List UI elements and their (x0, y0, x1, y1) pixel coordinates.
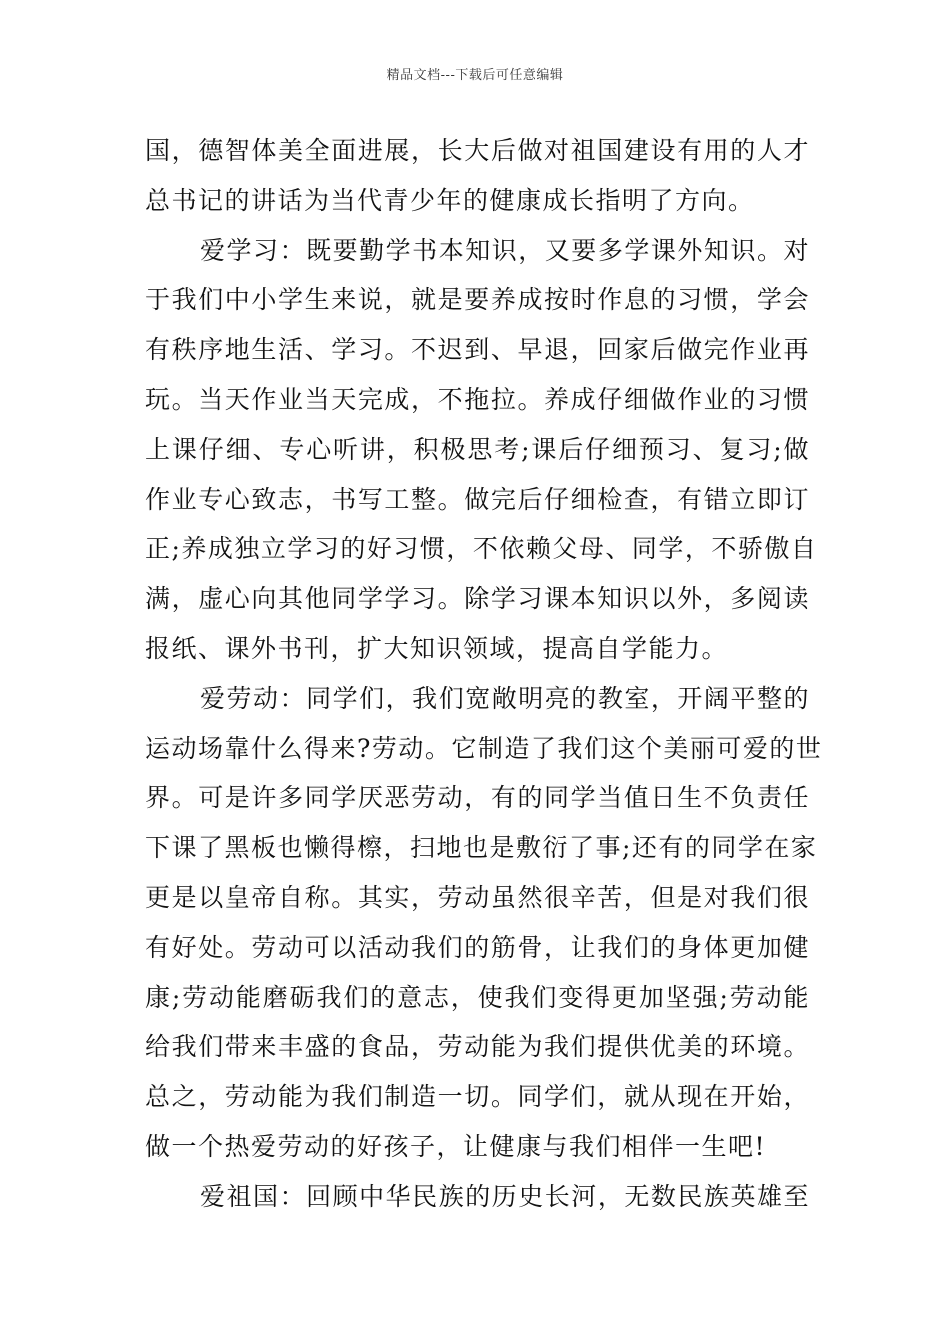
text-line: 界。可是许多同学厌恶劳动，有的同学当值日生不负责任 (145, 783, 810, 813)
text-line: 国，德智体美全面进展，长大后做对祖国建设有用的人才 (145, 136, 810, 165)
paragraph-labor-start: 爱劳动：同学们，我们宽敞明亮的教室，开阔平整的 (200, 683, 810, 713)
text-line: 总之，劳动能为我们制造一切。同学们，就从现在开始， (145, 1082, 810, 1112)
page-header-watermark: 精品文档---下载后可任意编辑 (386, 68, 564, 83)
text-line: 作业专心致志，书写工整。做完后仔细检查，有错立即订 (145, 484, 810, 514)
text-line: 运动场靠什么得来?劳动。它制造了我们这个美丽可爱的世 (145, 733, 823, 763)
text-line: 报纸、课外书刊，扩大知识领域，提高自学能力。 (145, 633, 729, 663)
text-line: 下课了黑板也懒得檫，扫地也是敷衍了事;还有的同学在家 (145, 833, 818, 863)
text-line: 总书记的讲话为当代青少年的健康成长指明了方向。 (145, 185, 755, 215)
paragraph-study-start: 爱学习：既要勤学书本知识，又要多学课外知识。对 (200, 235, 810, 265)
text-line: 上课仔细、专心听讲，积极思考;课后仔细预习、复习;做 (145, 434, 810, 464)
text-line: 有秩序地生活、学习。不迟到、早退，回家后做完作业再 (145, 335, 810, 365)
text-line: 做一个热爱劳动的好孩子，让健康与我们相伴一生吧! (145, 1131, 767, 1161)
text-line: 于我们中小学生来说，就是要养成按时作息的习惯，学会 (145, 285, 810, 315)
document-body (145, 126, 823, 1222)
text-line: 正;养成独立学习的好习惯，不依赖父母、同学，不骄傲自 (145, 534, 818, 564)
text-line: 给我们带来丰盛的食品，劳动能为我们提供优美的环境。 (145, 1032, 810, 1062)
paragraph-motherland-start: 爱祖国：回顾中华民族的历史长河，无数民族英雄至 (200, 1181, 810, 1211)
text-line: 更是以皇帝自称。其实，劳动虽然很辛苦，但是对我们很 (145, 882, 810, 912)
text-line: 满，虚心向其他同学学习。除学习课本知识以外，多阅读 (145, 584, 810, 614)
text-line: 康;劳动能磨砺我们的意志，使我们变得更加坚强;劳动能 (145, 982, 810, 1012)
text-line: 玩。当天作业当天完成，不拖拉。养成仔细做作业的习惯 (145, 384, 810, 414)
text-line: 有好处。劳动可以活动我们的筋骨，让我们的身体更加健 (145, 932, 810, 962)
